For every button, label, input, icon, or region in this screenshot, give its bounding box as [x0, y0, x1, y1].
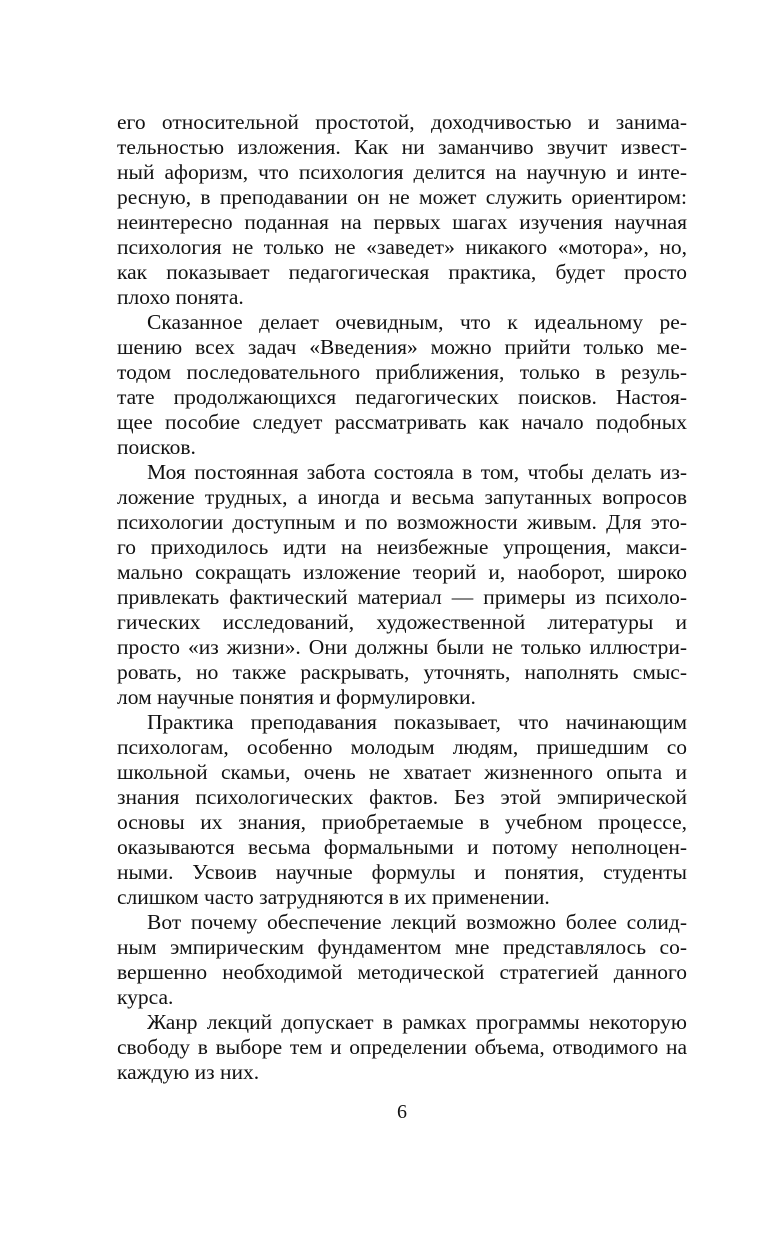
text-line: привлекать фактический материал — примеры из психоло-: [117, 585, 687, 609]
page-number: 6: [397, 1101, 407, 1123]
text-line: Практика преподавания показывает, что начинающим: [147, 710, 687, 734]
text-line: ным эмпирическим фундаментом мне представлялось со-: [117, 935, 687, 959]
text-line: лом научные понятия и формулировки.: [117, 685, 476, 709]
paragraph: [117, 310, 687, 460]
text-line: оказываются весьма формальными и потому неполноцен-: [117, 835, 687, 859]
paragraph: [117, 1010, 687, 1085]
text-line: неинтересно поданная на первых шагах изучения научная: [117, 210, 687, 234]
paragraph: [117, 710, 687, 910]
text-line: психологии доступным и по возможности живым. Для это-: [117, 510, 687, 534]
text-line: как показывает педагогическая практика, будет просто: [117, 260, 687, 284]
text-line: мально сокращать изложение теорий и, наоборот, широко: [117, 560, 687, 584]
text-line: тодом последовательного приближения, только в резуль-: [117, 360, 687, 384]
text-line: ложение трудных, а иногда и весьма запутанных вопросов: [117, 485, 687, 509]
text-line: просто «из жизни». Они должны были не только иллюстри-: [117, 635, 687, 659]
text-line: Жанр лекций допускает в рамках программы некоторую: [147, 1010, 687, 1034]
text-line: плохо понята.: [117, 285, 244, 309]
text-line: курса.: [117, 985, 174, 1009]
text-line: ными. Усвоив научные формулы и понятия, студенты: [117, 860, 687, 884]
text-line: тельностью изложения. Как ни заманчиво звучит извест-: [117, 135, 687, 159]
text-line: психологам, особенно молодым людям, пришедшим со: [117, 735, 687, 759]
text-line: Вот почему обеспечение лекций возможно более солид-: [147, 910, 687, 934]
text-line: ный афоризм, что психология делится на научную и инте-: [117, 160, 687, 184]
text-line: психология не только не «заведет» никакого «мотора», но,: [117, 235, 687, 259]
paragraph: [117, 460, 687, 710]
text-line: вершенно необходимой методической стратегией данного: [117, 960, 687, 984]
text-line: гических исследований, художественной литературы и: [117, 610, 687, 634]
text-line: щее пособие следует рассматривать как начало подобных: [117, 410, 687, 434]
text-line: Сказанное делает очевидным, что к идеальному ре-: [147, 310, 687, 334]
text-line: го приходилось идти на неизбежные упрощения, макси-: [117, 535, 687, 559]
paragraph: [117, 110, 687, 310]
text-line: поисков.: [117, 435, 196, 459]
text-line: основы их знания, приобретаемые в учебном процессе,: [117, 810, 687, 834]
text-line: каждую из них.: [117, 1060, 260, 1084]
text-line: тате продолжающихся педагогических поисков. Настоя-: [117, 385, 687, 409]
text-line: его относительной простотой, доходчивостью и занима-: [117, 110, 687, 134]
text-block: [117, 110, 687, 1085]
text-line: школьной скамьи, очень не хватает жизненного опыта и: [117, 760, 687, 784]
paragraph: [117, 910, 687, 1010]
text-line: ровать, но также раскрывать, уточнять, наполнять смыс-: [117, 660, 687, 684]
text-line: шению всех задач «Введения» можно прийти только ме-: [117, 335, 687, 359]
text-line: слишком часто затрудняются в их применении.: [117, 885, 550, 909]
text-line: ресную, в преподавании он не может служить ориентиром:: [117, 185, 687, 209]
text-line: знания психологических фактов. Без этой эмпирической: [117, 785, 687, 809]
text-line: Моя постоянная забота состояла в том, чтобы делать из-: [147, 460, 687, 484]
text-line: свободу в выборе тем и определении объема, отводимого на: [117, 1035, 687, 1059]
